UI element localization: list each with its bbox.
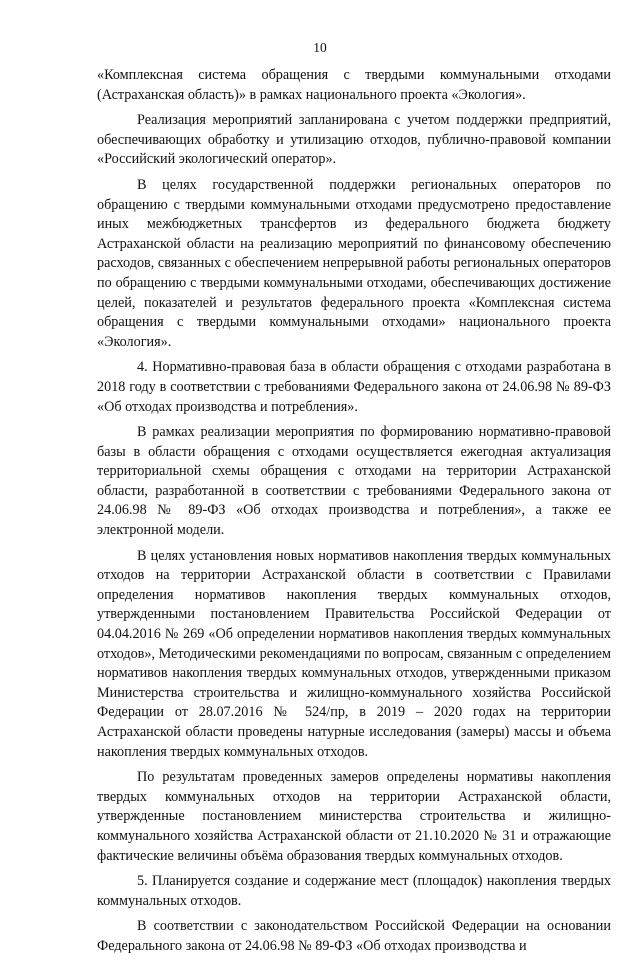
document-body (97, 66, 611, 960)
paragraph-2: Реализация мероприятий запланирована с учетом поддержки предприятий, обеспечивающих обработку и утилизацию отходов, публично-правовой компании «Российский экологический оператор». (97, 112, 611, 168)
paragraph-9: В соответствии с законодательством Российской Федерации на основании Федерального закона от 24.06.98 № 89-ФЗ «Об отходах производства и (97, 918, 611, 954)
page-number: 10 (313, 40, 327, 55)
paragraph-3: В целях государственной поддержки региональных операторов по обращению с твердыми коммунальными отходами предусмотрено предоставление иных межбюджетных трансфертов из федерального бюджета бюджету Астраханской области на реализацию мероприятий по финансовому обеспечению расходов, связанных с обеспечением непрерывной работы региональных операторов по обращению с твердыми коммунальными отходами, обеспечивающих достижение целей, показателей и результатов федерального проекта «Комплексная система обращения с твердыми коммунальными отходами» национального проекта «Экология». (97, 176, 611, 350)
paragraph-4: 4. Нормативно-правовая база в области обращения с отходами разработана в 2018 году в соответствии с требованиями Федерального закона от 24.06.98 № 89-ФЗ «Об отходах производства и потребления». (97, 359, 611, 415)
paragraph-7: По результатам проведенных замеров определены нормативы накопления твердых коммунальных отходов на территории Астраханской области, утвержденные постановлением министерства строительства и жилищно-коммунального хозяйства Астраханской области от 21.10.2020 № 31 и отражающие фактические величины объёма образования твердых коммунальных отходов. (97, 769, 611, 864)
paragraph-5: В рамках реализации мероприятия по формированию нормативно-правовой базы в области обращения с отходами осуществляется ежегодная актуализация территориальной схемы обращения с отходами на территории Астраханской области, разработанной в соответствии с требованиями Федерального закона от 24.06.98 № 89-ФЗ «Об отходах производства и потребления», а также ее электронной модели. (97, 424, 611, 539)
paragraph-1: «Комплексная система обращения с твердыми коммунальными отходами (Астраханская область)» в рамках национального проекта «Экология». (97, 67, 611, 103)
paragraph-6: В целях установления новых нормативов накопления твердых коммунальных отходов на территории Астраханской области в соответствии с Правилами определения нормативов накопления твердых коммунальных отходов, утвержденными постановлением Правительства Российской Федерации от 04.04.2016 № 269 «Об определении нормативов накопления твердых коммунальных отходов», Методическими рекомендациями по вопросам, связанным с определением нормативов накопления твердых коммунальных отходов, утвержденными приказом Министерства строительства и жилищно-коммунального хозяйства Российской Федерации от 28.07.2016 № 524/пр, в 2019 – 2020 годах на территории Астраханской области проведены натурные исследования (замеры) массы и объема накопления твердых коммунальных отходов. (97, 547, 611, 760)
paragraph-8: 5. Планируется создание и содержание мест (площадок) накопления твердых коммунальных отходов. (97, 873, 611, 909)
